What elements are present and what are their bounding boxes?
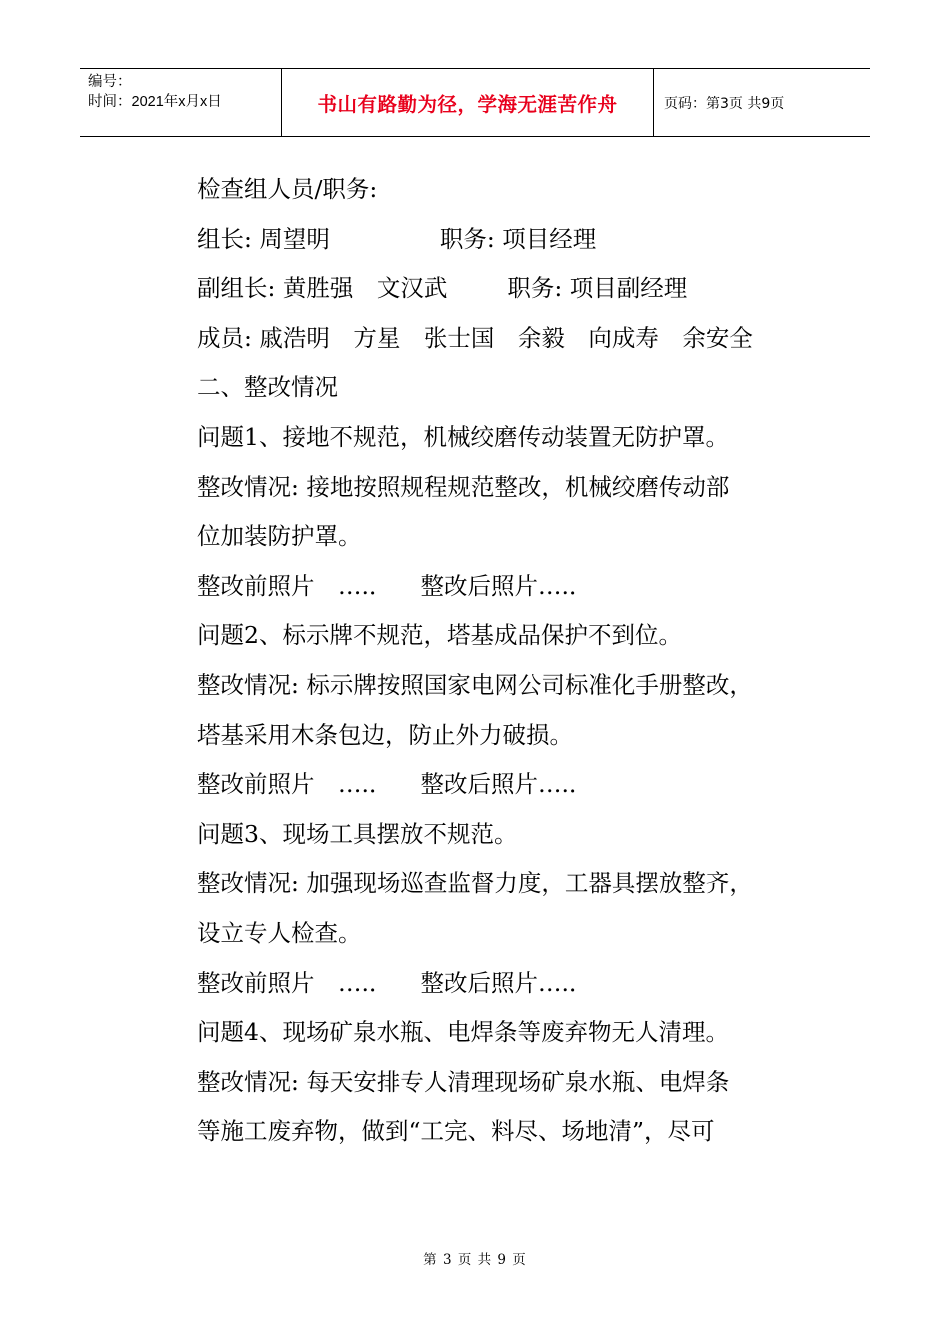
header-motto: 书山有路勤为径，学海无涯苦作舟	[282, 69, 654, 136]
document-code: 编号：	[88, 74, 132, 90]
issue-title: 问题4、现场矿泉水瓶、电焊条等废弃物无人清理。	[197, 1018, 729, 1047]
rectification-text: 位加装防护罩。	[197, 522, 362, 551]
paragraph: 检查组人员/职务:	[197, 175, 378, 203]
rectification-text: 整改情况: 每天安排专人清理现场矿泉水瓶、电焊条	[197, 1067, 730, 1096]
deputy-leaders-role: 职务: 项目副经理	[507, 274, 688, 303]
page-footer: 第 3 页 共 9 页	[423, 1252, 527, 1268]
section-heading: 二、整改情况	[197, 373, 338, 402]
document-date: 时间：2021年x月x日	[88, 94, 222, 110]
header-meta	[80, 69, 282, 136]
paragraph	[140, 264, 800, 314]
paragraph	[140, 215, 800, 265]
photo-placeholder: 整改前照片 ….． 整改后照片….．	[197, 571, 593, 600]
page-header	[80, 68, 870, 137]
rectification-text: 等施工废弃物，做到“工完、料尽、场地清”，尽可	[197, 1117, 715, 1146]
rectification-text: 塔基采用木条包边，防止外力破损。	[197, 720, 573, 749]
header-page-info: 页码：第3页 共9页	[664, 95, 785, 112]
rectification-text: 整改情况: 接地按照规程规范整改，机械绞磨传动部	[197, 472, 730, 501]
issue-title: 问题1、接地不规范，机械绞磨传动装置无防护罩。	[197, 422, 729, 451]
team-leader: 组长: 周望明	[197, 224, 330, 253]
team-leader-role: 职务: 项目经理	[439, 224, 597, 253]
team-members: 成员: 戚浩明 方星 张士国 余毅 向成寿 余安全	[197, 323, 753, 352]
photo-placeholder: 整改前照片 ….． 整改后照片….．	[197, 770, 593, 799]
issue-title: 问题2、标示牌不规范，塔基成品保护不到位。	[197, 621, 682, 650]
rectification-text: 整改情况: 标示牌按照国家电网公司标准化手册整改，	[197, 670, 753, 699]
issue-title: 问题3、现场工具摆放不规范。	[197, 819, 518, 848]
rectification-text: 整改情况: 加强现场巡查监督力度，工器具摆放整齐，	[197, 869, 753, 898]
photo-placeholder: 整改前照片 ….． 整改后照片….．	[197, 968, 593, 997]
document-body	[140, 165, 800, 1157]
rectification-text: 设立专人检查。	[197, 918, 362, 947]
deputy-leaders: 副组长: 黄胜强 文汉武	[197, 274, 448, 303]
